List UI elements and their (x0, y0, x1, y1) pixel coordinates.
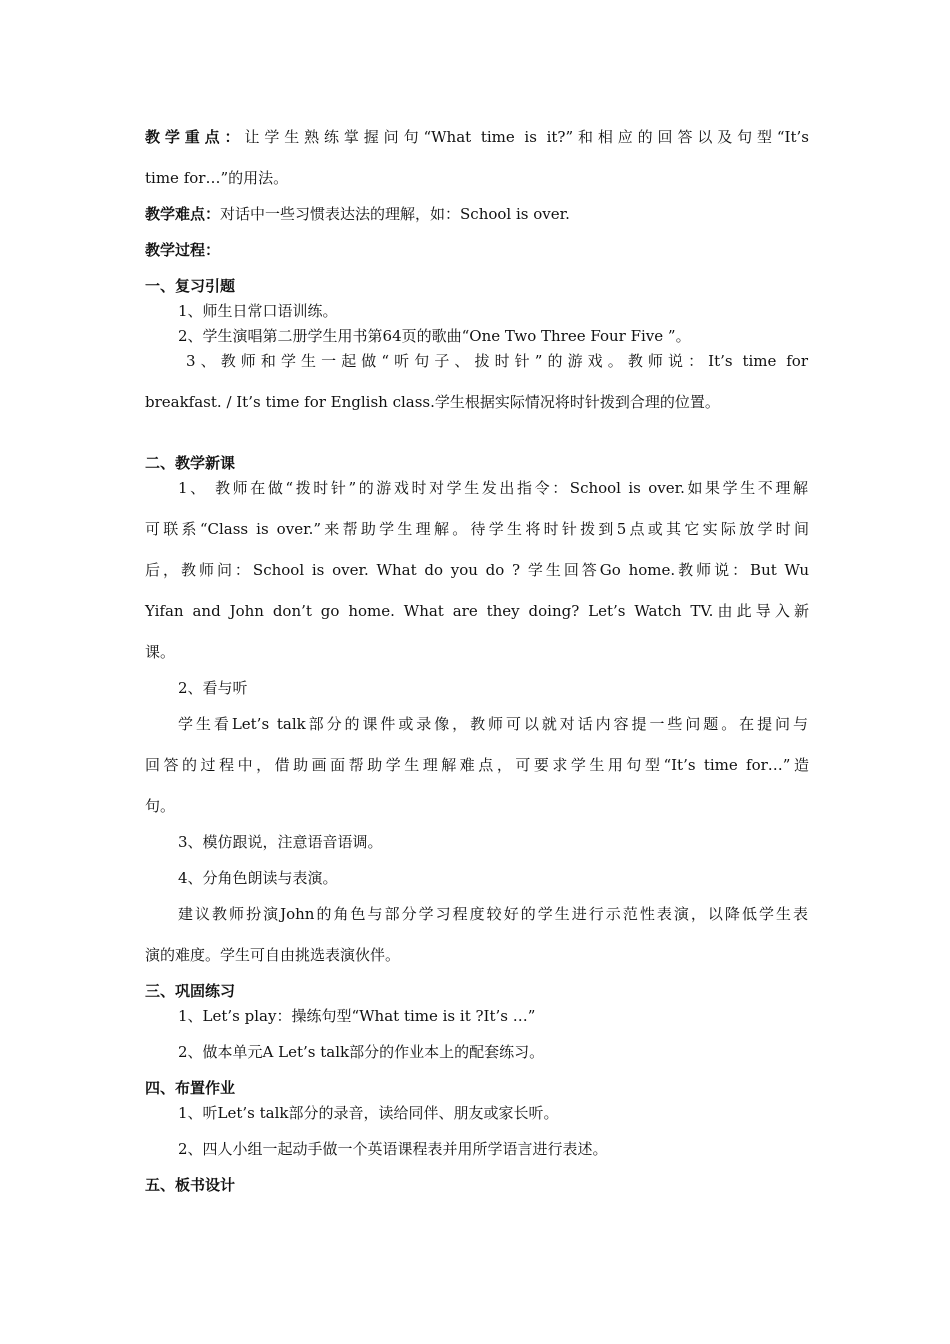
section4-item1: 1、听Let’s talk部分的录音，读给同伴、朋友或家长听。 (178, 1104, 559, 1122)
key-points-label: 教学重点： (145, 128, 245, 146)
key-points-text-1: 让学生熟练掌握问句“What time is it?”和相应的回答以及句型“It’s (244, 128, 809, 146)
key-points-line-1 (145, 127, 809, 147)
difficulties-label: 教学难点： (145, 205, 221, 223)
section2-heading: 二、教学新课 (145, 454, 236, 472)
section4-item2: 2、四人小组一起动手做一个英语课程表并用所学语言进行表述。 (178, 1140, 608, 1158)
section5-heading: 五、板书设计 (145, 1176, 236, 1194)
process-label: 教学过程： (145, 241, 221, 259)
section2-item2: 2、看与听 (178, 679, 248, 697)
section2-p1-line3: 后，教师问：School is over. What do you do ? 学生回答Go home.教师说：But Wu (145, 561, 809, 579)
section1-item3-line2: breakfast. / It’s time for English class.学生根据实际情况将时针拨到合理的位置。 (145, 393, 720, 411)
section2-p3-line2: 演的难度。学生可自由挑选表演伙伴。 (145, 946, 401, 964)
section1-item1: 1、师生日常口语训练。 (178, 302, 338, 320)
section1-heading: 一、复习引题 (145, 277, 236, 295)
section3-heading: 三、巩固练习 (145, 982, 236, 1000)
section2-item3: 3、模仿跟说，注意语音语调。 (178, 833, 383, 851)
section2-p1-line2: 可联系“Class is over.”来帮助学生理解。待学生将时针拨到5点或其它实际放学时间 (145, 520, 809, 538)
section2-p2-line2: 回答的过程中，借助画面帮助学生理解难点，可要求学生用句型“It’s time for…”造 (145, 756, 809, 774)
section2-p1-line1: 1、 教师在做“拨时针”的游戏时对学生发出指令：School is over.如果学生不理解 (178, 479, 808, 497)
section2-p1-line4: Yifan and John don’t go home. What are they doing? Let’s Watch TV.由此导入新 (145, 602, 809, 620)
difficulties-text: 对话中一些习惯表达法的理解，如：School is over. (220, 205, 570, 223)
section1-item3-line1: 3、教师和学生一起做“听句子、拔时针”的游戏。教师说：It’s time for (186, 352, 808, 370)
section3-item2: 2、做本单元A Let’s talk部分的作业本上的配套练习。 (178, 1043, 545, 1061)
difficulties-line (145, 204, 809, 224)
key-points-line-2: time for…”的用法。 (145, 169, 289, 187)
section2-p3-line1: 建议教师扮演John的角色与部分学习程度较好的学生进行示范性表演，以降低学生表 (178, 905, 808, 923)
section2-p1-line5: 课。 (145, 643, 176, 661)
section1-item2: 2、学生演唱第二册学生用书第64页的歌曲“One Two Three Four Five ”。 (178, 327, 691, 345)
section2-item4: 4、分角色朗读与表演。 (178, 869, 338, 887)
section2-p2-line3: 句。 (145, 797, 176, 815)
section4-heading: 四、布置作业 (145, 1079, 236, 1097)
section3-item1: 1、Let’s play：操练句型“What time is it ?It’s …” (178, 1007, 536, 1025)
section2-p2-line1: 学生看Let’s talk部分的课件或录像，教师可以就对话内容提一些问题。在提问与 (178, 715, 808, 733)
